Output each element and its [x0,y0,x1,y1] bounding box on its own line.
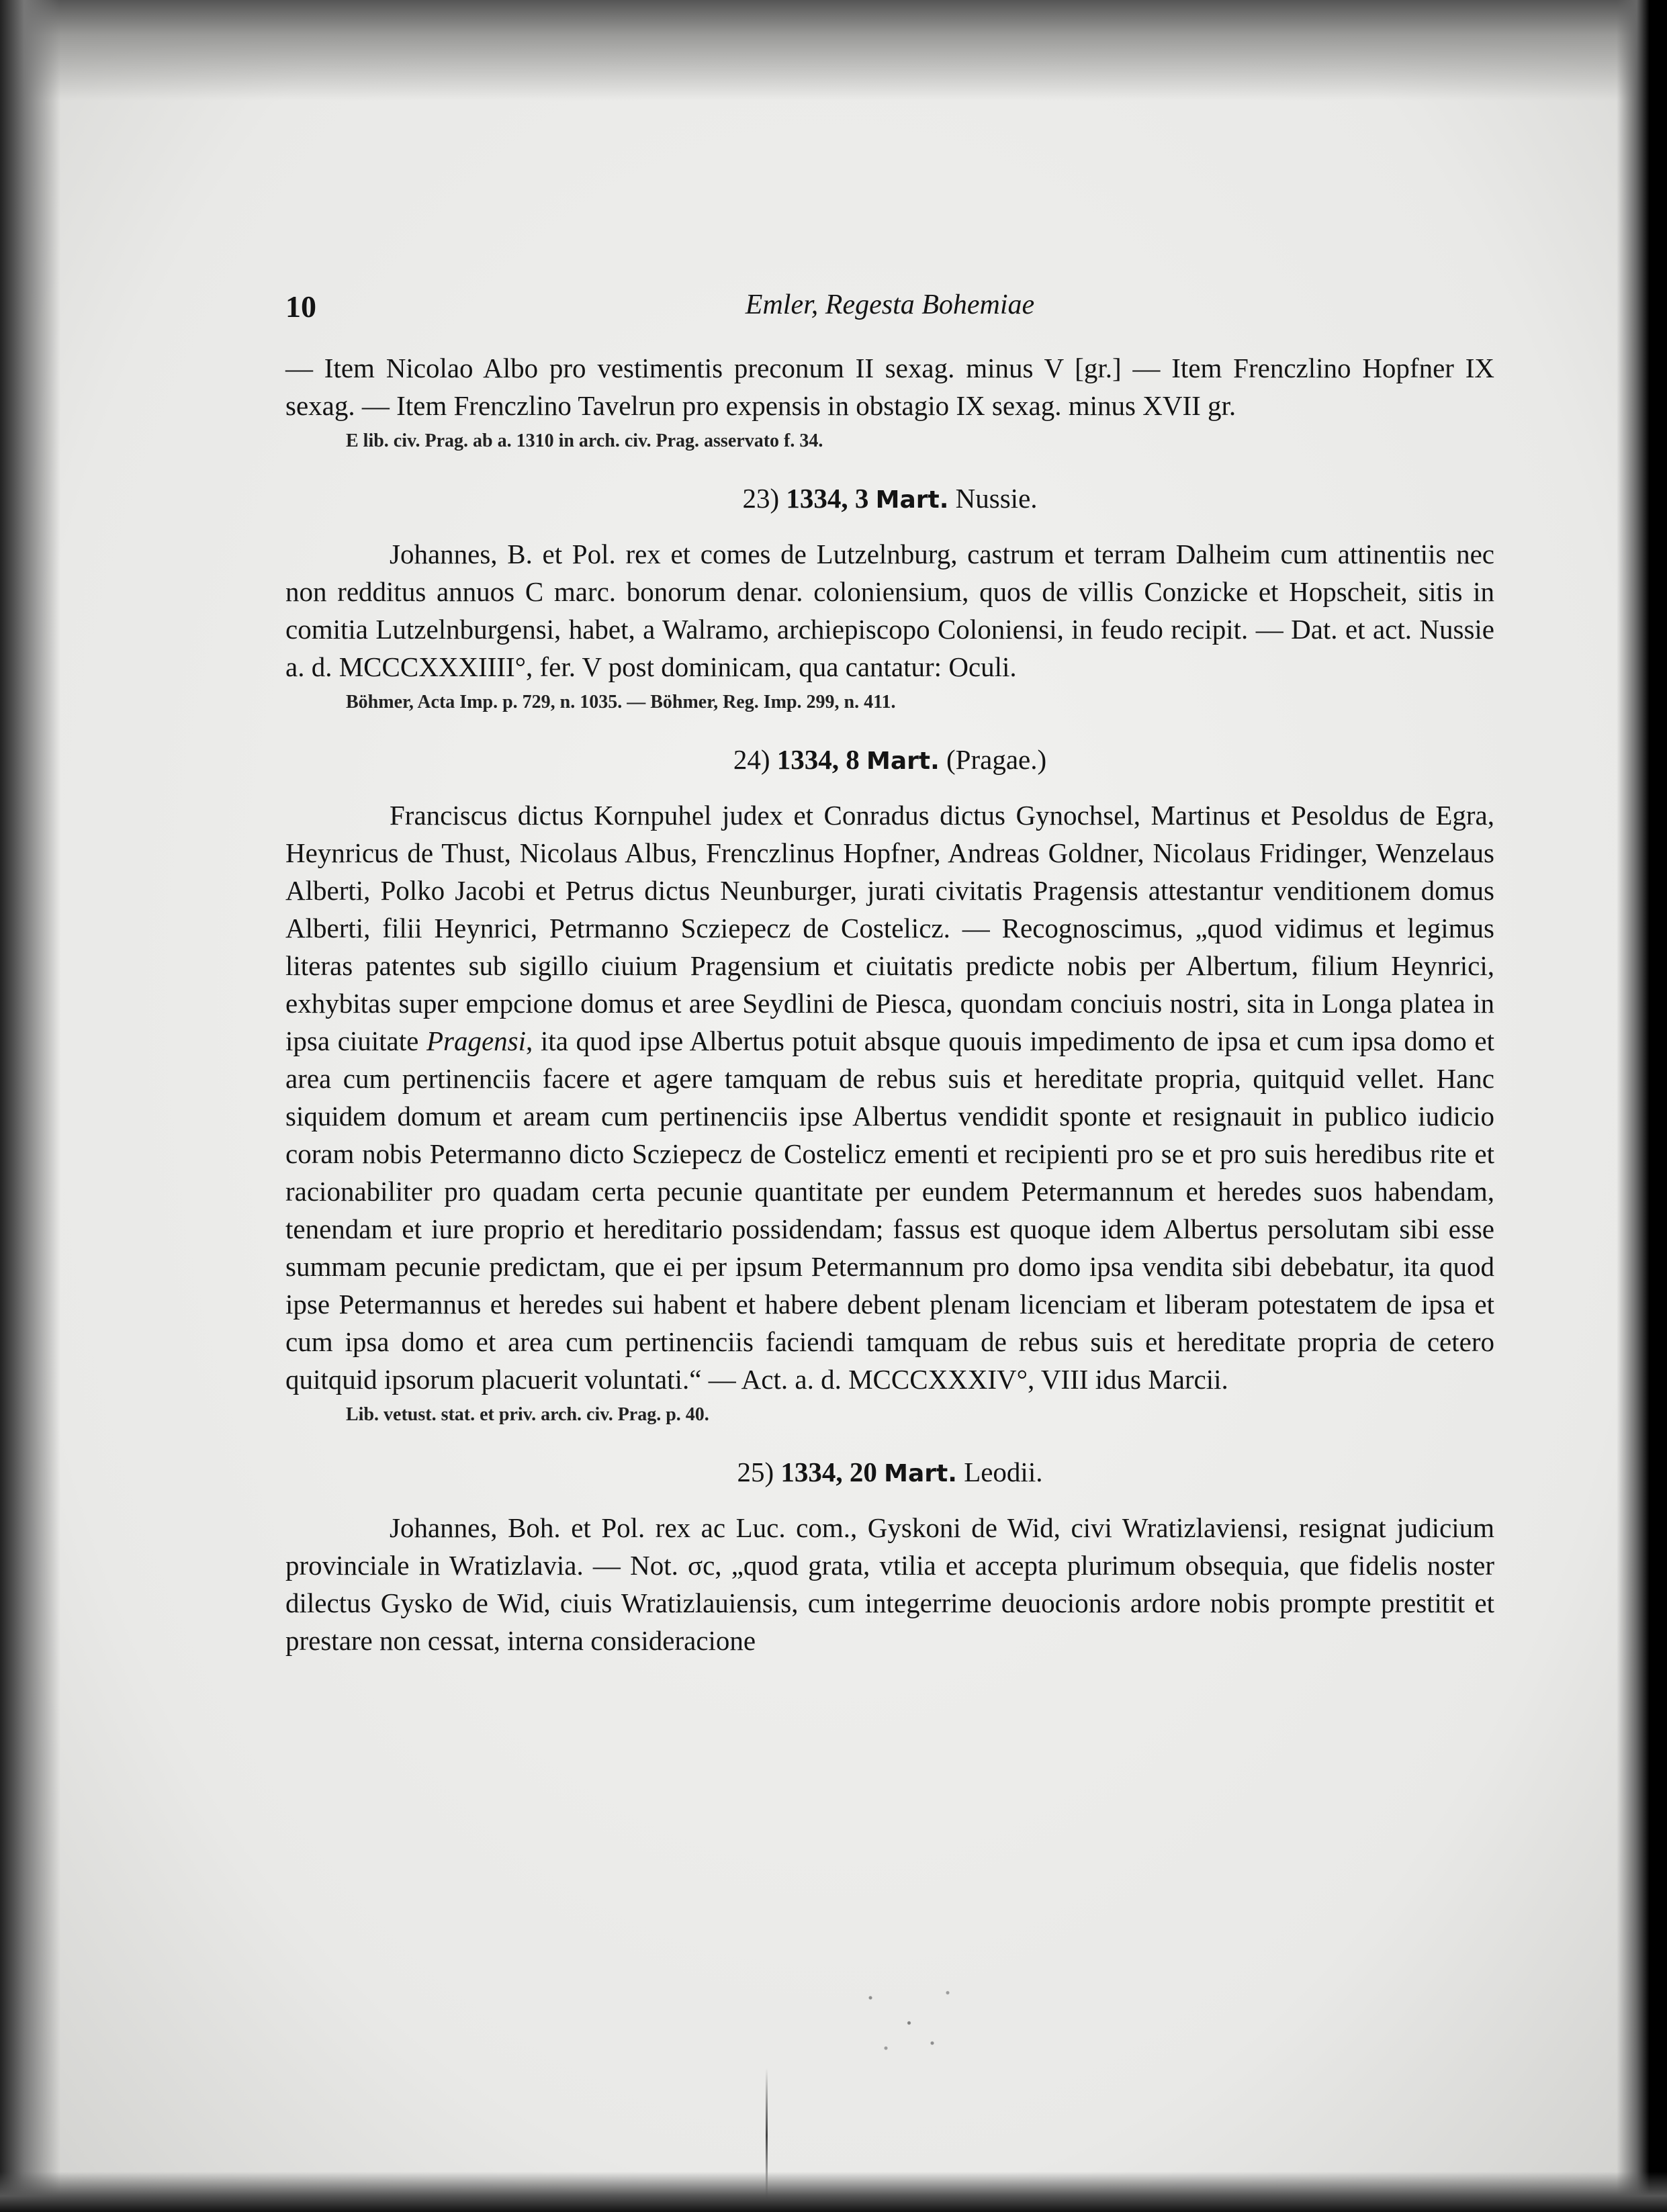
entry-25-date: 1334, 20 [780,1457,877,1487]
page-number: 10 [285,289,316,324]
entry-23-number: 23) [742,483,780,514]
entry-25-place: Leodii. [964,1457,1043,1487]
entry-24-place: (Pragae.) [946,744,1047,775]
entry-24-date: 1334, 8 [776,744,860,775]
entry-24-heading [285,741,1494,780]
entry-24-text-italic: Pragensi [426,1025,527,1056]
entry-25-month: Mart. [884,1460,957,1487]
scan-crease [766,2068,768,2203]
entry-25-heading [285,1453,1494,1493]
entry-24-text-before: Franciscus dictus Kornpuhel judex et Conradus dictus Gynochsel, Martinus et Pesoldus de Egra, Heynricus de Thust, Nicolaus Albus, Frenczlinus Hopfner, Andreas Goldner, Nicolaus Fridinger, Wenzelaus Alberti, Polko Jacobi et Petrus dictus Neunburger, jurati civitatis Pragensis attestantur venditionem domus Alberti, filii Heynrici, Petrmanno Scziepecz de Costelicz. — Recognoscimus, „quod vidimus et legimus literas patentes sub sigillo ciuium Pragensium et ciuitatis predicte nobis per Albertum, filium Heynrici, exhybitas super empcione domus et aree Seydlini de Piesca, quondam conciuis nostri, sita in Longa platea in ipsa ciuitate [285,800,1494,1056]
scan-speckle [840,1968,994,2068]
entry-24-month: Mart. [866,747,940,775]
continuation-text: — Item Nicolao Albo pro vestimentis preconum II sexag. minus V [gr.] — Item Frenczlino Hopfner IX sexag. — Item Frenczlino Tavelrun pro expensis in obstagio IX sexag. minus XVII gr. [285,353,1494,421]
running-title: Emler, Regesta Bohemiae [745,289,1035,320]
entry-23-month: Mart. [875,486,949,514]
entry-23-source: Böhmer, Acta Imp. p. 729, n. 1035. — Böhmer, Reg. Imp. 299, n. 411. [346,692,896,712]
page-content [285,289,1494,1659]
entry-24-source: Lib. vetust. stat. et priv. arch. civ. Prag. p. 40. [346,1404,709,1425]
scan-shadow-top [0,0,1667,101]
running-head [285,289,1494,336]
continuation-source: E lib. civ. Prag. ab a. 1310 in arch. civ. Prag. asservato f. 34. [346,430,823,451]
entry-23-place: Nussie. [955,483,1038,514]
entry-23-heading [285,479,1494,519]
scan-shadow-bottom [0,2172,1667,2212]
scan-shadow-left [0,0,60,2212]
entry-24-text [285,796,1494,1398]
entry-25-number: 25) [737,1457,774,1487]
entry-25-text: Johannes, Boh. et Pol. rex ac Luc. com., Gyskoni de Wid, civi Wratizlaviensi, resignat judicium provinciale in Wratizlavia. — Not. σc, „quod grata, vtilia et accepta plurimum obsequia, que fidelis noster dilectus Gysko de Wid, ciuis Wratizlauiensis, cum integerrime deuocionis ardore nobis prompte prestitit et prestare non cessat, interna consideracione [285,1512,1494,1656]
entry-23-text: Johannes, B. et Pol. rex et comes de Lutzelnburg, castrum et terram Dalheim cum attinentiis nec non redditus annuos C marc. bonorum denar. coloniensium, quos de villis Conzicke et Hopscheit, sitis in comitia Lutzelnburgensi, habet, a Walramo, archiepiscopo Coloniensi, in feudo recipit. — Dat. et act. Nussie a. d. MCCCXXXIIII°, fer. V post dominicam, qua cantatur: Oculi. [285,539,1494,682]
entry-23-date: 1334, 3 [786,483,869,514]
entry-24-text-after: , ita quod ipse Albertus potuit absque quouis impedimento de ipsa et cum ipsa domo et area cum pertinenciis facere et agere tamquam de rebus suis et hereditate propria, quitquid vellet. Hanc siquidem domum et aream cum pertinenciis ipse Albertus vendidit sponte et resignauit in publico iudicio coram nobis Petermanno dicto Scziepecz de Costelicz ementi et recipienti pro se et pro suis heredibus rite et racionabiliter pro quadam certa pecunie quantitate per eundem Petermannum et heredes suos habendam, tenendam et iure proprio et hereditario possidendam; fassus est quoque idem Albertus persolutam sibi esse summam pecunie predictam, que ei per ipsum Petermannum pro domo ipsa vendita sibi debebatur, ita quod ipse Petermannus et heredes sui habent et habere debent plenam licenciam et liberam potestatem de ipsa et cum ipsa domo et area cum pertinenciis faciendi tamquam de rebus suis et hereditate propria de cetero quitquid ipsorum placuerit voluntati.“ — Act. a. d. MCCCXXXIV°, VIII idus Marcii. [285,1025,1494,1395]
scan-border-right [1617,0,1667,2212]
entry-24-number: 24) [733,744,770,775]
